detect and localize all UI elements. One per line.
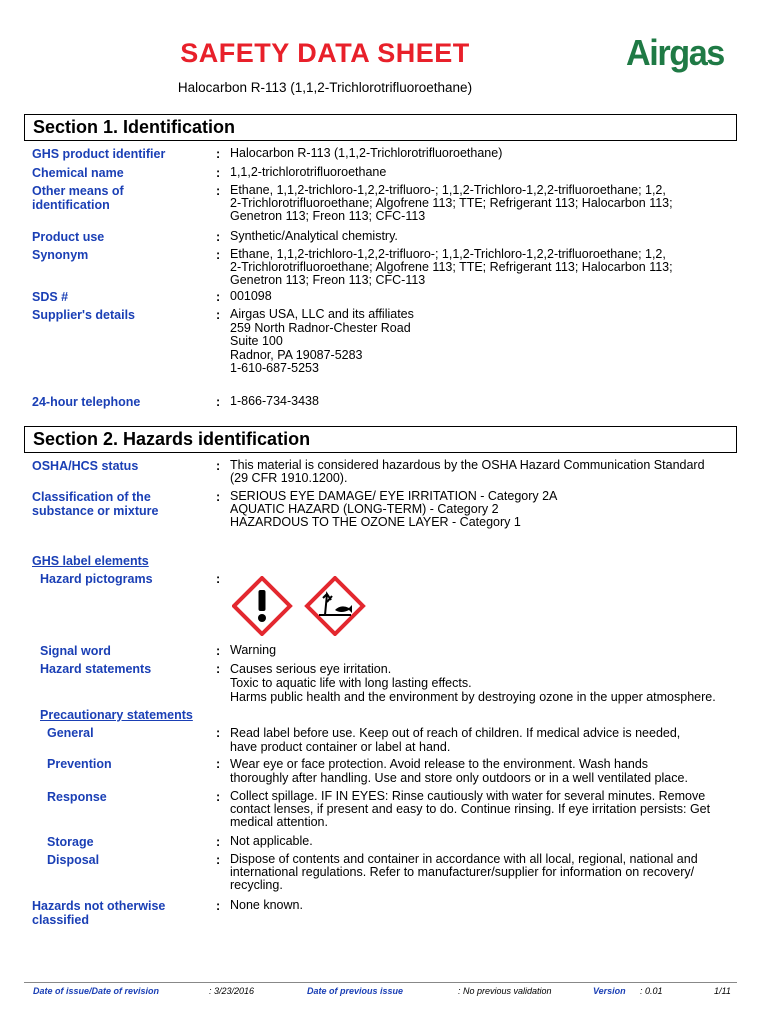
s1-row-syn-value: Ethane, 1,1,2-trichloro-1,2,2-trifluoro-; 1,1,2-Trichloro-1,2,2-trifluoroethane; 1,2, 2-Trichlorotrifluoroethane; Algofrene 113; TTE; Refrigerant 113; Halocarbon 113; Genetron 113; Freon 113; CFC-113	[230, 247, 673, 288]
s2-class-label: Classification of the substance or mixture	[32, 490, 159, 518]
footer-version-value: : 0.01	[640, 986, 663, 996]
colon: :	[216, 308, 221, 322]
s1-row-ghs-value: Halocarbon R-113 (1,1,2-Trichlorotrifluoroethane)	[230, 146, 503, 160]
colon: :	[216, 248, 221, 262]
s1-row-supplier-label: Supplier's details	[32, 308, 136, 322]
colon: :	[216, 147, 221, 161]
colon: :	[216, 726, 221, 740]
s2-general-value: Read label before use. Keep out of reach of children. If medical advice is needed, have product container or label at hand.	[230, 726, 681, 754]
colon: :	[216, 395, 221, 409]
s1-row-syn-label: Synonym	[32, 248, 89, 262]
s2-pictograms-label: Hazard pictograms	[40, 572, 153, 586]
s1-row-supplier-value: Airgas USA, LLC and its affiliates 259 North Radnor-Chester Road Suite 100 Radnor, PA 19087-5283 1-610-687-5253	[230, 307, 414, 376]
s1-row-chem-label: Chemical name	[32, 166, 124, 180]
s2-signal-label: Signal word	[40, 644, 111, 658]
exclamation-mark-pictogram	[234, 578, 290, 634]
s2-hnoc-label: Hazards not otherwise classified	[32, 899, 166, 927]
environment-pictogram	[307, 578, 363, 634]
s1-row-phone-value: 1-866-734-3438	[230, 394, 319, 408]
s1-row-ghs-label: GHS product identifier	[32, 147, 166, 161]
s2-hnoc-value: None known.	[230, 898, 303, 912]
colon: :	[216, 184, 221, 198]
footer-prev-value: : No previous validation	[458, 986, 552, 996]
section1-heading: Section 1. Identification	[24, 114, 737, 141]
s2-response-label: Response	[47, 790, 107, 804]
airgas-logo: Airgas	[626, 32, 724, 73]
colon: :	[216, 459, 221, 473]
s2-osha-value: This material is considered hazardous by the OSHA Hazard Communication Standard (29 CFR 1910.1200).	[230, 458, 705, 486]
colon: :	[216, 853, 221, 867]
s2-osha-label: OSHA/HCS status	[32, 459, 139, 473]
s1-row-sds-label: SDS #	[32, 290, 69, 304]
s2-class-value: SERIOUS EYE DAMAGE/ EYE IRRITATION - Category 2A AQUATIC HAZARD (LONG-TERM) - Category 2 HAZARDOUS TO THE OZONE LAYER - Category 1	[230, 489, 558, 530]
colon: :	[216, 572, 221, 586]
s2-storage-value: Not applicable.	[230, 834, 313, 848]
footer-prev-label: Date of previous issue	[307, 986, 404, 996]
precautionary-statements: Precautionary statements	[40, 708, 193, 722]
colon: :	[216, 757, 221, 771]
colon: :	[216, 835, 221, 849]
s2-hazard-value: Causes serious eye irritation. Toxic to aquatic life with long lasting effects. Harms public health and the environment by destroying ozone in the upper atmosphere.	[230, 662, 716, 704]
colon: :	[216, 899, 221, 913]
footer-divider	[24, 982, 737, 983]
s2-hazard-label: Hazard statements	[40, 662, 152, 676]
s1-row-phone-label: 24-hour telephone	[32, 395, 141, 409]
s2-disposal-value: Dispose of contents and container in accordance with all local, regional, national and international regulations. Refer to manufacturer/supplier for information on recovery/ recycling.	[230, 852, 698, 893]
s1-row-chem-value: 1,1,2-trichlorotrifluoroethane	[230, 165, 387, 179]
s2-storage-label: Storage	[47, 835, 94, 849]
s2-prevention-label: Prevention	[47, 757, 112, 771]
s1-row-use-label: Product use	[32, 230, 105, 244]
s1-row-use-value: Synthetic/Analytical chemistry.	[230, 229, 398, 243]
section2-heading: Section 2. Hazards identification	[24, 426, 737, 453]
s2-response-value: Collect spillage. IF IN EYES: Rinse cautiously with water for several minutes. Remove contact lenses, if present and easy to do. Continue rinsing. If eye irritation persists: Get medical attention.	[230, 789, 711, 830]
s2-disposal-label: Disposal	[47, 853, 100, 867]
footer-version-label: Version	[593, 986, 626, 996]
colon: :	[216, 644, 221, 658]
page-title: SAFETY DATA SHEET	[180, 38, 470, 68]
colon: :	[216, 662, 221, 676]
s1-row-other-value: Ethane, 1,1,2-trichloro-1,2,2-trifluoro-; 1,1,2-Trichloro-1,2,2-trifluoroethane; 1,2, 2-Trichlorotrifluoroethane; Algofrene 113; TTE; Refrigerant 113; Halocarbon 113; Genetron 113; Freon 113; CFC-113	[230, 183, 673, 224]
s2-general-label: General	[47, 726, 94, 740]
s1-row-other-label: Other means of identification	[32, 184, 124, 212]
footer-issue-value: : 3/23/2016	[209, 986, 255, 996]
s1-row-sds-value: 001098	[230, 289, 272, 303]
hazard-pictograms	[232, 576, 377, 641]
s2-prevention-value: Wear eye or face protection. Avoid release to the environment. Wash hands thoroughly after handling. Use and store only outdoors or in a well ventilated place.	[230, 757, 688, 785]
product-subtitle: Halocarbon R-113 (1,1,2-Trichlorotrifluoroethane)	[177, 80, 473, 95]
colon: :	[216, 290, 221, 304]
colon: :	[216, 166, 221, 180]
colon: :	[216, 490, 221, 504]
colon: :	[216, 230, 221, 244]
s2-signal-value: Warning	[230, 643, 277, 657]
ghs-label-elements: GHS label elements	[32, 554, 149, 568]
footer-page-number: 1/11	[714, 986, 731, 996]
footer-issue-label: Date of issue/Date of revision	[33, 986, 160, 996]
colon: :	[216, 790, 221, 804]
